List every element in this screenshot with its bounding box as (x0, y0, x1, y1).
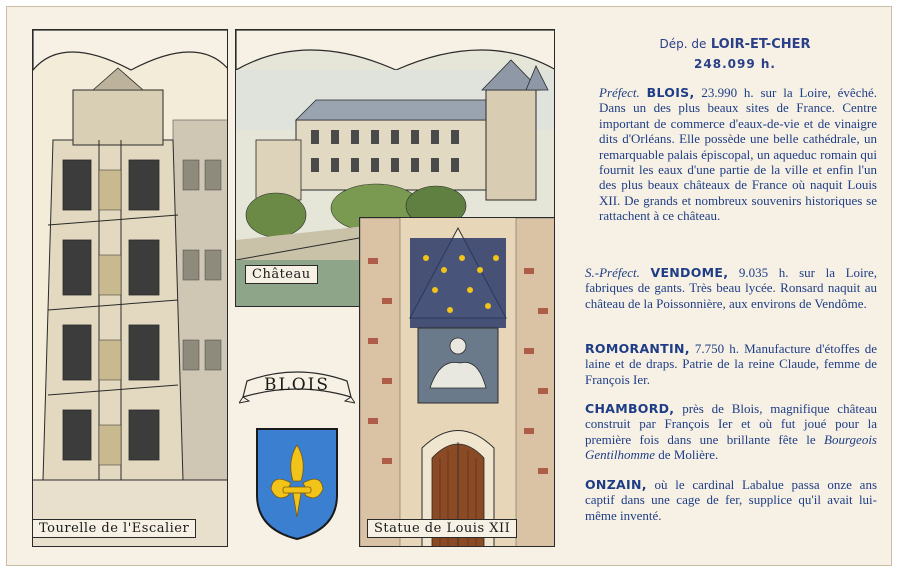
entry-name: ROMORANTIN, (585, 341, 690, 356)
entry-text: 9.035 h. sur la Loire, fabriques de gants. Très beau lycée. Ronsard naquit au château de la Poissonnière, aux environs de Vendôme. (585, 265, 878, 311)
blois-banner (239, 367, 355, 411)
department-name: LOIR-ET-CHER (710, 37, 811, 52)
department-header (585, 37, 885, 52)
entry-onzain (585, 477, 877, 523)
entry-name: CHAMBORD, (585, 401, 675, 416)
staircase-caption: Tourelle de l'Escalier (32, 519, 196, 538)
blois-banner-label: BLOIS (263, 375, 331, 395)
entry-chambord (585, 401, 877, 463)
entry-vendome (585, 265, 877, 311)
entry-prefix: Préfect. (599, 85, 640, 100)
entry-text: près de Blois, magnifique château construit par François Ier et où fut joué pour la première fois dans une brillante fête le (585, 401, 878, 447)
entry-name: ONZAIN, (585, 477, 647, 492)
staircase-tower-panel (32, 29, 228, 547)
entry-text: où le cardinal Labalue passa onze ans captif dans une cage de fer, supplice qu'il avait lui-même inventé. (585, 477, 878, 523)
entry-name: BLOIS, (646, 85, 695, 100)
staircase-tower-illustration (33, 30, 228, 547)
entry-blois (585, 85, 877, 224)
entry-name: VENDOME, (650, 265, 729, 280)
statue-panel (359, 217, 555, 547)
entry-text: 7.750 h. Manufacture d'étoffes de laine et de draps. Patrie de la reine Claude, femme de François Ier. (585, 341, 878, 387)
entry-text: 23.990 h. sur la Loire, évêché. Dans un des plus beaux sites de France. Centre important de commerce d'eaux-de-vie et de vinaigre dits d'Orléans. Elle possède une belle cathédrale, un remarquable palais épiscopal, un aqueduc romain qui fournit les eaux d'une partie de la ville et enfin l'un des plus beaux châteaux de France où naquit Louis XII. De grands et nombreux souvenirs historiques se rattachent à ce château. (599, 85, 877, 224)
postcard (6, 6, 892, 566)
entry-italic-title: Bourgeois Gentilhomme (585, 431, 877, 463)
statue-caption: Statue de Louis XII (367, 519, 517, 538)
department-population: 248.099 h. (694, 57, 776, 71)
chateau-caption: Château (245, 265, 318, 284)
dep-prefix: Dép. de (659, 37, 707, 51)
entry-prefix: S.-Préfect. (585, 265, 640, 280)
statue-illustration (360, 218, 555, 547)
coat-of-arms (253, 425, 341, 543)
entry-tail: de Molière. (658, 447, 719, 463)
entry-romorantin (585, 341, 877, 387)
fleur-de-lis-shield-icon (253, 425, 341, 543)
